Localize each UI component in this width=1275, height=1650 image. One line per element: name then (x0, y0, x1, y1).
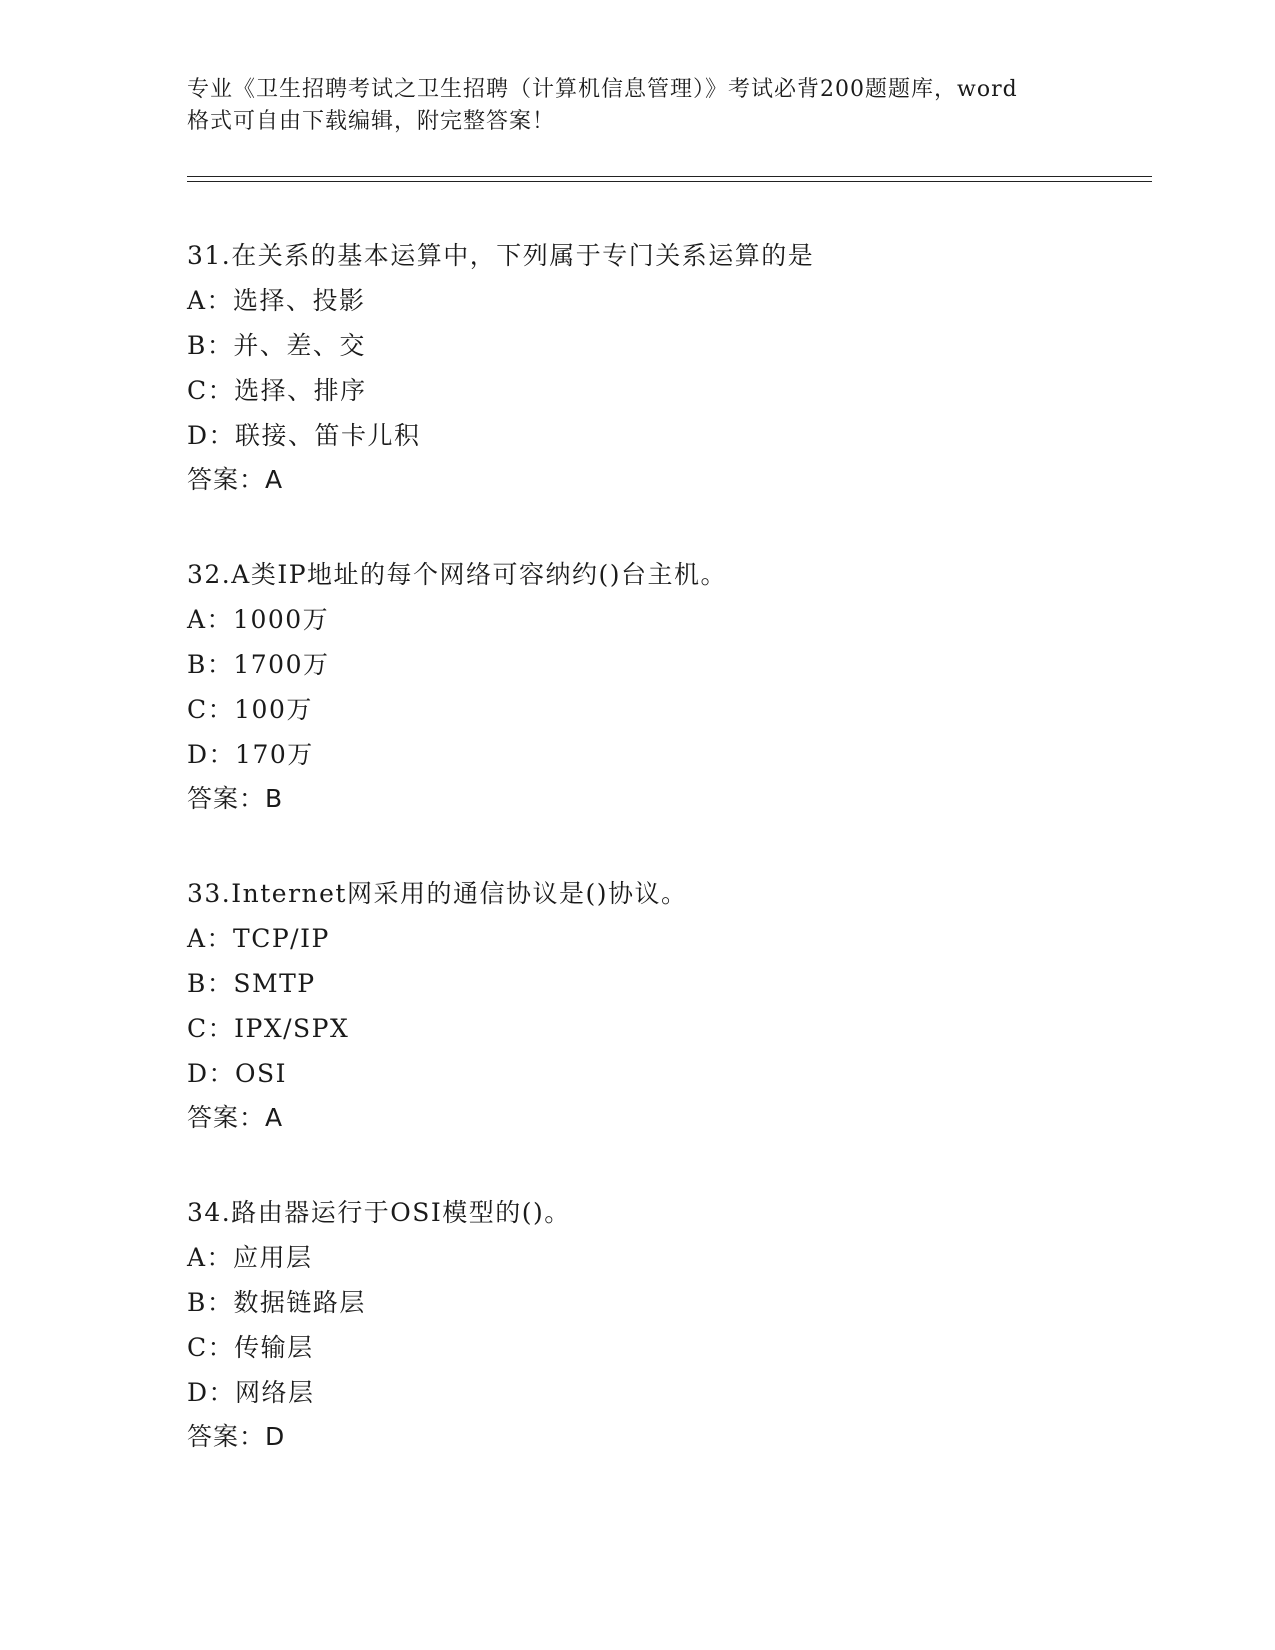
answer-line: 答案：D (187, 1422, 286, 1451)
answer-line: 答案：A (187, 1103, 284, 1132)
question-stem: 31.在关系的基本运算中，下列属于专门关系运算的是 (187, 241, 815, 270)
answer-line: 答案：A (187, 465, 284, 494)
option-c: C：100万 (187, 695, 313, 724)
option-b: B：1700万 (187, 650, 330, 679)
question-block (187, 241, 1137, 495)
option-d: D：170万 (187, 740, 314, 769)
option-a: A：1000万 (187, 605, 330, 634)
option-a: A：TCP/IP (187, 924, 330, 953)
option-a: A：选择、投影 (187, 286, 366, 315)
question-block (187, 879, 1137, 1133)
option-c: C：IPX/SPX (187, 1014, 350, 1043)
option-c: C：选择、排序 (187, 376, 367, 405)
header-line-1: 专业《卫生招聘考试之卫生招聘（计算机信息管理）》考试必背200题题库，word (187, 77, 1018, 102)
option-d: D：网络层 (187, 1378, 315, 1407)
question-block (187, 560, 1137, 814)
question-stem: 34.路由器运行于OSI模型的()。 (187, 1198, 571, 1227)
option-d: D：OSI (187, 1059, 288, 1088)
option-b: B：SMTP (187, 969, 316, 998)
document-header (187, 74, 1087, 138)
header-divider-top (187, 176, 1152, 177)
option-c: C：传输层 (187, 1333, 314, 1362)
option-a: A：应用层 (187, 1243, 313, 1272)
question-block (187, 1198, 1137, 1452)
question-stem: 33.Internet网采用的通信协议是()协议。 (187, 879, 688, 908)
question-stem: 32.A类IP地址的每个网络可容纳约()台主机。 (187, 560, 728, 589)
header-line-2: 格式可自由下载编辑，附完整答案！ (187, 109, 556, 134)
header-divider-bottom (187, 181, 1152, 182)
option-b: B：数据链路层 (187, 1288, 366, 1317)
option-b: B：并、差、交 (187, 331, 366, 360)
option-d: D：联接、笛卡儿积 (187, 421, 421, 450)
answer-line: 答案：B (187, 784, 284, 813)
